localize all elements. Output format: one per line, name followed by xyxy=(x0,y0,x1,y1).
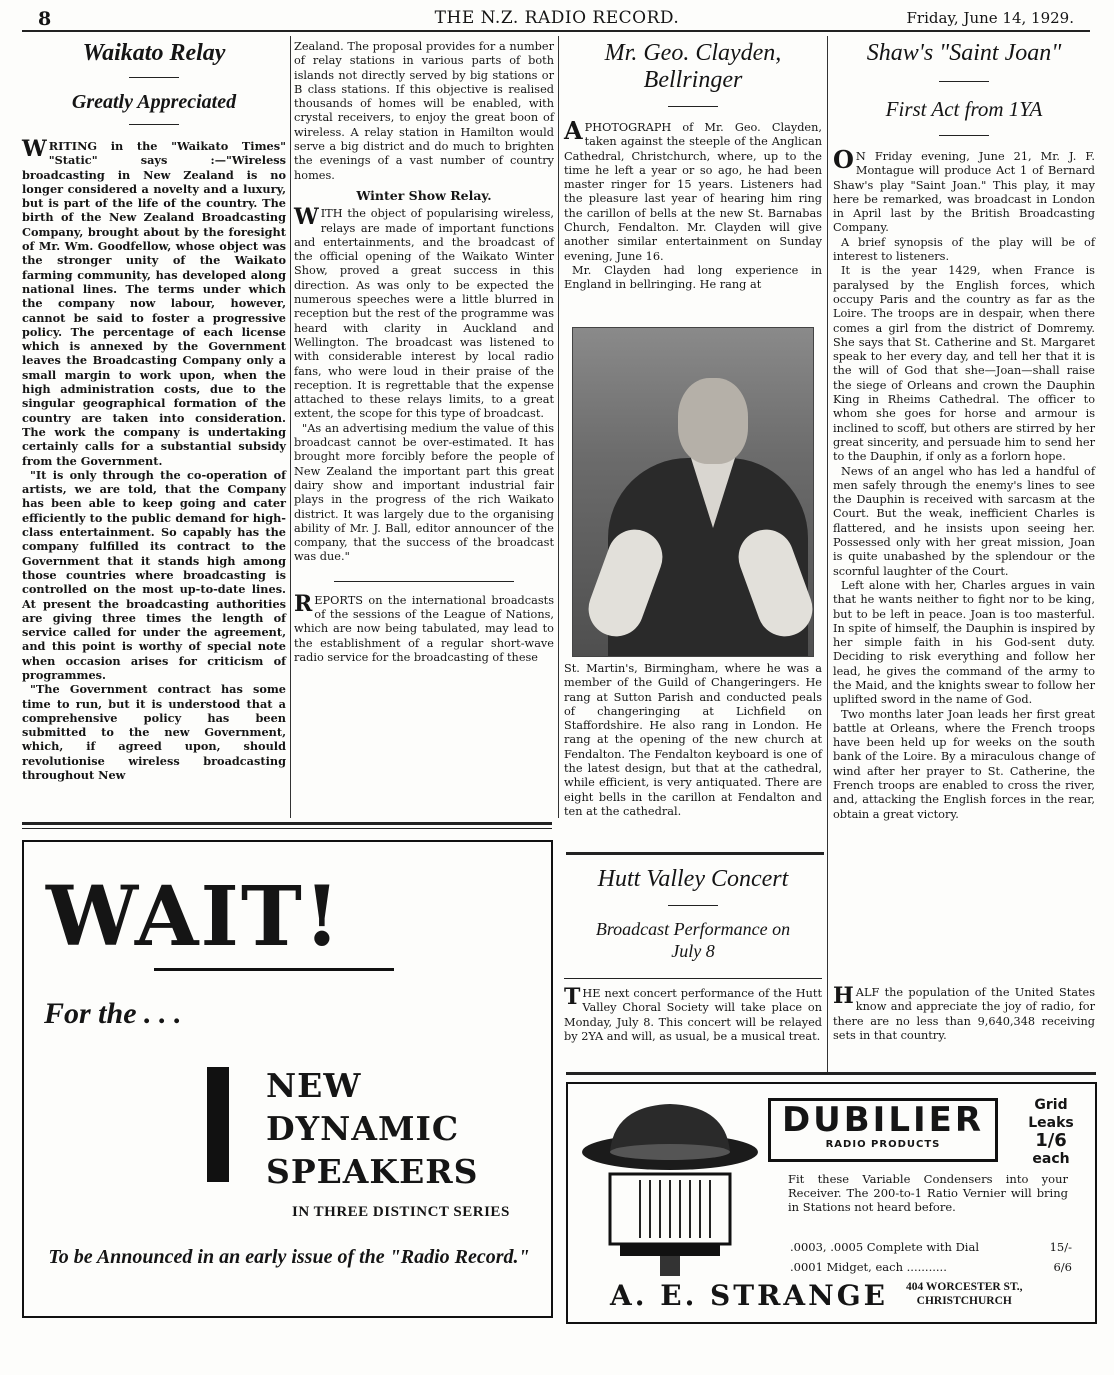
section-rule xyxy=(22,822,552,825)
hutt-subtitle: Broadcast Performance on July 8 xyxy=(595,919,791,961)
clayden-article-cont xyxy=(564,662,822,819)
photo-portrait xyxy=(678,378,748,464)
joan-title: Shaw's "Saint Joan" xyxy=(866,40,1062,66)
dubilier-logo: DUBILIER RADIO PRODUCTS xyxy=(768,1098,998,1162)
waikato-paragraph: Zealand. The proposal provides for a number of relay stations in various parts of both islands not directly served by big stations or B class stations. If this objective is realised thousands of homes will be enabled, with crystal receivers, to enjoy the great boon of wireless. A relay station in Hamilton would serve a big district and do much to brighten the evenings of a vast number of country homes. xyxy=(294,40,554,182)
page-header xyxy=(0,4,1114,32)
winter-show-heading: Winter Show Relay. xyxy=(356,187,492,203)
league-paragraph: REPORTS on the international broadcasts of the sessions of the League of Nations, which are now being tabulated, may lead to the establishment of a regular short-wave radio service for the broadcasting of these xyxy=(294,590,554,664)
headline-underline xyxy=(154,968,394,971)
clayden-article xyxy=(564,40,822,293)
joan-paragraph: Two months later Joan leads her first great battle at Orleans, where the French troops have been held up for weeks on the south bank of the Loire. By a miraculous change of wind after her prayer to St. Catherine, the French troops are enabled to cross the river, and, attacking the English forces in the rear, obtain a great victory. xyxy=(833,707,1095,821)
hutt-article xyxy=(564,866,822,1044)
article-rule xyxy=(564,978,822,979)
price-line: .0003, .0005 Complete with Dial 15/- xyxy=(790,1240,1072,1254)
issue-date: Friday, June 14, 1929. xyxy=(906,9,1074,27)
column-divider xyxy=(290,36,291,818)
article-rule xyxy=(334,581,514,582)
article-rule xyxy=(566,852,824,855)
clayden-paragraph: APHOTOGRAPH of Mr. Geo. Clayden, taken against the steeple of the Anglican Cathedral, Christchurch, where, up to the time he left a year or so ago, he had been master ringer for 15 years. Listeners had the pleasure last year of hearing him ring the carillon of bells at the new St. Barnabas Church, Fendalton. Mr. Clayden will give another similar entertainment on Sunday evening, June 16. xyxy=(564,116,822,263)
joan-subtitle: First Act from 1YA xyxy=(885,97,1043,121)
header-rule xyxy=(22,30,1090,32)
ad-product-name: NEW DYNAMIC SPEAKERS xyxy=(266,1066,479,1191)
page-number: 8 xyxy=(38,8,52,30)
grid-leaks-price: Grid Leaks 1/6 each xyxy=(1028,1097,1074,1167)
joan-paragraph: A brief synopsis of the play will be of interest to listeners. xyxy=(833,235,1095,264)
title-rule xyxy=(129,77,179,78)
waikato-paragraph: "The Government contract has some time to run, but it is understood that a comprehensive policy has been submitted to the new Government, which, if agreed upon, should revolutionise wireless broadcasting throughout New xyxy=(22,682,286,783)
waikato-article-col2 xyxy=(294,40,554,665)
ad-announcement: To be Announced in an early issue of the "Radio Record." xyxy=(48,1246,530,1268)
waikato-paragraph: "It is only through the co-operation of artists, we are told, that the Company has been able to keep going and cater efficiently to the public demand for high-class entertainment. So capably has the company fulfilled its contract to the Government that it stands high among those countries where broadcasting is controlled on the most up-to-date lines. At present the broadcasting authorities are giving three times the length of service called for under the agreement, and this point is worthy of special note when occasion arises for criticism of programmes. xyxy=(22,467,286,682)
ad-for-the: For the . . . xyxy=(44,997,182,1030)
waikato-title: Waikato Relay xyxy=(82,40,226,66)
dropcap: H xyxy=(833,983,854,1009)
dropcap: W xyxy=(22,136,47,162)
column-divider xyxy=(558,36,559,818)
dropcap: A xyxy=(564,116,583,145)
dubilier-advertisement xyxy=(566,1082,1097,1324)
section-rule xyxy=(22,828,552,829)
ad-headline: WAIT! xyxy=(46,869,342,965)
joan-paragraph: News of an angel who has led a handful of men safely through the enemy's lines to see the Dauphin is received with sarcasm at the Court. But the weak, inefficient Charles is flattered, and he insists upon seeing her. Possessed only with her great mission, Joan is quite unabashed by the splendour or the scornful laughter of the Court. xyxy=(833,464,1095,578)
waikato-article-col1 xyxy=(22,40,286,782)
title-rule xyxy=(939,135,989,136)
title-rule xyxy=(668,905,718,906)
dubilier-copy: Fit these Variable Condensers into your Receiver. The 200-to-1 Ratio Vernier will bring in Stations not heard before. xyxy=(788,1172,1068,1214)
joan-article xyxy=(833,40,1095,822)
masthead: THE N.Z. RADIO RECORD. xyxy=(434,8,680,28)
clayden-paragraph: St. Martin's, Birmingham, where he was a member of the Guild of Changeringers. He rang at Sutton Parish and conducted peals of changeringing at Lichfield on Staffordshire. He also rang in London. He rang at the opening of the new church at Fendalton. The Fendalton keyboard is one of the latest design, but that at the cathedral, while efficient, is very antiquated. There are eight bells in the carillon at Fendalton and ten at the cathedral. xyxy=(564,662,822,818)
dealer-name: A. E. STRANGE xyxy=(610,1279,888,1312)
dynamic-speakers-advertisement xyxy=(22,840,553,1318)
ad-black-bar xyxy=(207,1067,229,1182)
condenser-illustration xyxy=(580,1094,760,1284)
waikato-paragraph: "As an advertising medium the value of this broadcast cannot be over-estimated. It has brought more forcibly before the people of New Zealand the important part this great dairy show and important industrial fair plays in the progress of the rich Waikato district. It was largely due to the organising ability of Mr. J. Ball, editor announcer of the company, that the success of the broadcast was due." xyxy=(294,421,554,564)
ad-series: IN THREE DISTINCT SERIES xyxy=(292,1204,510,1220)
price-line: .0001 Midget, each ........... 6/6 xyxy=(790,1260,1072,1274)
dealer-address: 404 WORCESTER ST., CHRISTCHURCH xyxy=(906,1281,1023,1307)
title-rule xyxy=(129,124,179,125)
waikato-paragraph: WRITING in the "Waikato Times" "Static" says :—"Wireless broadcasting in New Zealand is no longer considered a novelty and a luxury, but is part of the life of the country. The birth of the New Zealand Broadcasting Company, brought about by the foresight of Mr. Wm. Goodfellow, whose object was the stronger unity of the Waikato farming community, has developed along national lines. The terms under which the company now labour, however, cannot be said to foster a progressive policy. The percentage of each license which is annexed by the Government leaves the Broadcasting Company only a small margin to work upon, when the high administration costs, due to the singular geographical formation of the country are taken into consideration. The work the company is undertaking certainly calls for a substantial subsidy from the Government. xyxy=(22,136,286,468)
hutt-paragraph: THE next concert performance of the Hutt Valley Choral Society will take place on Monday, July 8. This concert will be relayed by 2YA and will, as usual, be a musical treat. xyxy=(564,984,822,1043)
clayden-paragraph: Mr. Clayden had long experience in England in bellringing. He rang at xyxy=(564,263,822,292)
usa-radio-note: HALF the population of the United States know and appreciate the joy of radio, for there are no less than 9,640,348 receiving sets in that country. xyxy=(833,983,1095,1042)
joan-paragraph: O N Friday evening, June 21, Mr. J. F. Montague will produce Act 1 of Bernard Shaw's play "Saint Joan." This play, it may here be remarked, was broadcast in London in April last by the British Broadcasting Company. xyxy=(833,145,1095,235)
clayden-photograph xyxy=(572,327,814,657)
dropcap: R xyxy=(294,590,313,617)
clayden-title: Mr. Geo. Clayden, Bellringer xyxy=(604,40,782,93)
dropcap: W xyxy=(294,204,319,231)
hutt-title: Hutt Valley Concert xyxy=(597,866,789,892)
column-divider xyxy=(827,36,828,1072)
joan-paragraph: It is the year 1429, when France is paralysed by the English forces, which occupy Paris and the country as far as the Loire. The troops are in despair, when there comes a girl from the district of Domremy. She says that St. Catherine and St. Margaret speak to her every day, and tell her that it is the will of God that she—Joan—shall raise the siege of Orleans and crown the Dauphin King in Rheims Cathedral. The officer to whom she goes for horse and armour is inclined to scoff, but others are stirred by her great sincerity, and persuade him to send her to the Dauphin, if only as a forlorn hope. xyxy=(833,264,1095,464)
joan-paragraph: Left alone with her, Charles argues in vain that he wants neither to fight nor to be king, but to be left in peace. Joan is too masterful. In spite of himself, the Dauphin is inspired by her simple faith in his God-sent duty. Deciding to risk everything and follow her lead, he gives the command of the army to the Maid, and the knights swear to follow her uplifted sword in the name of God. xyxy=(833,578,1095,707)
waikato-paragraph: WITH the object of popularising wireless, relays are made of important functions and entertainments, and the broadcast of the official opening of the Waikato Winter Show, proved a great success in this direction. As was only to be expected the numerous speeches were a little blurred in reception but the rest of the programme was heard with clarity in Auckland and Wellington. The broadcast was listened to with considerable interest by local radio fans, who were loud in their praise of the reception. It is regrettable that the expense attached to these relays limits, to a great extent, the scope for this type of broadcast. xyxy=(294,204,554,421)
section-rule xyxy=(566,1072,1096,1075)
dropcap: O xyxy=(833,145,854,174)
waikato-subtitle: Greatly Appreciated xyxy=(71,91,237,113)
dropcap: T xyxy=(564,984,581,1010)
title-rule xyxy=(939,81,989,82)
title-rule xyxy=(668,106,718,107)
